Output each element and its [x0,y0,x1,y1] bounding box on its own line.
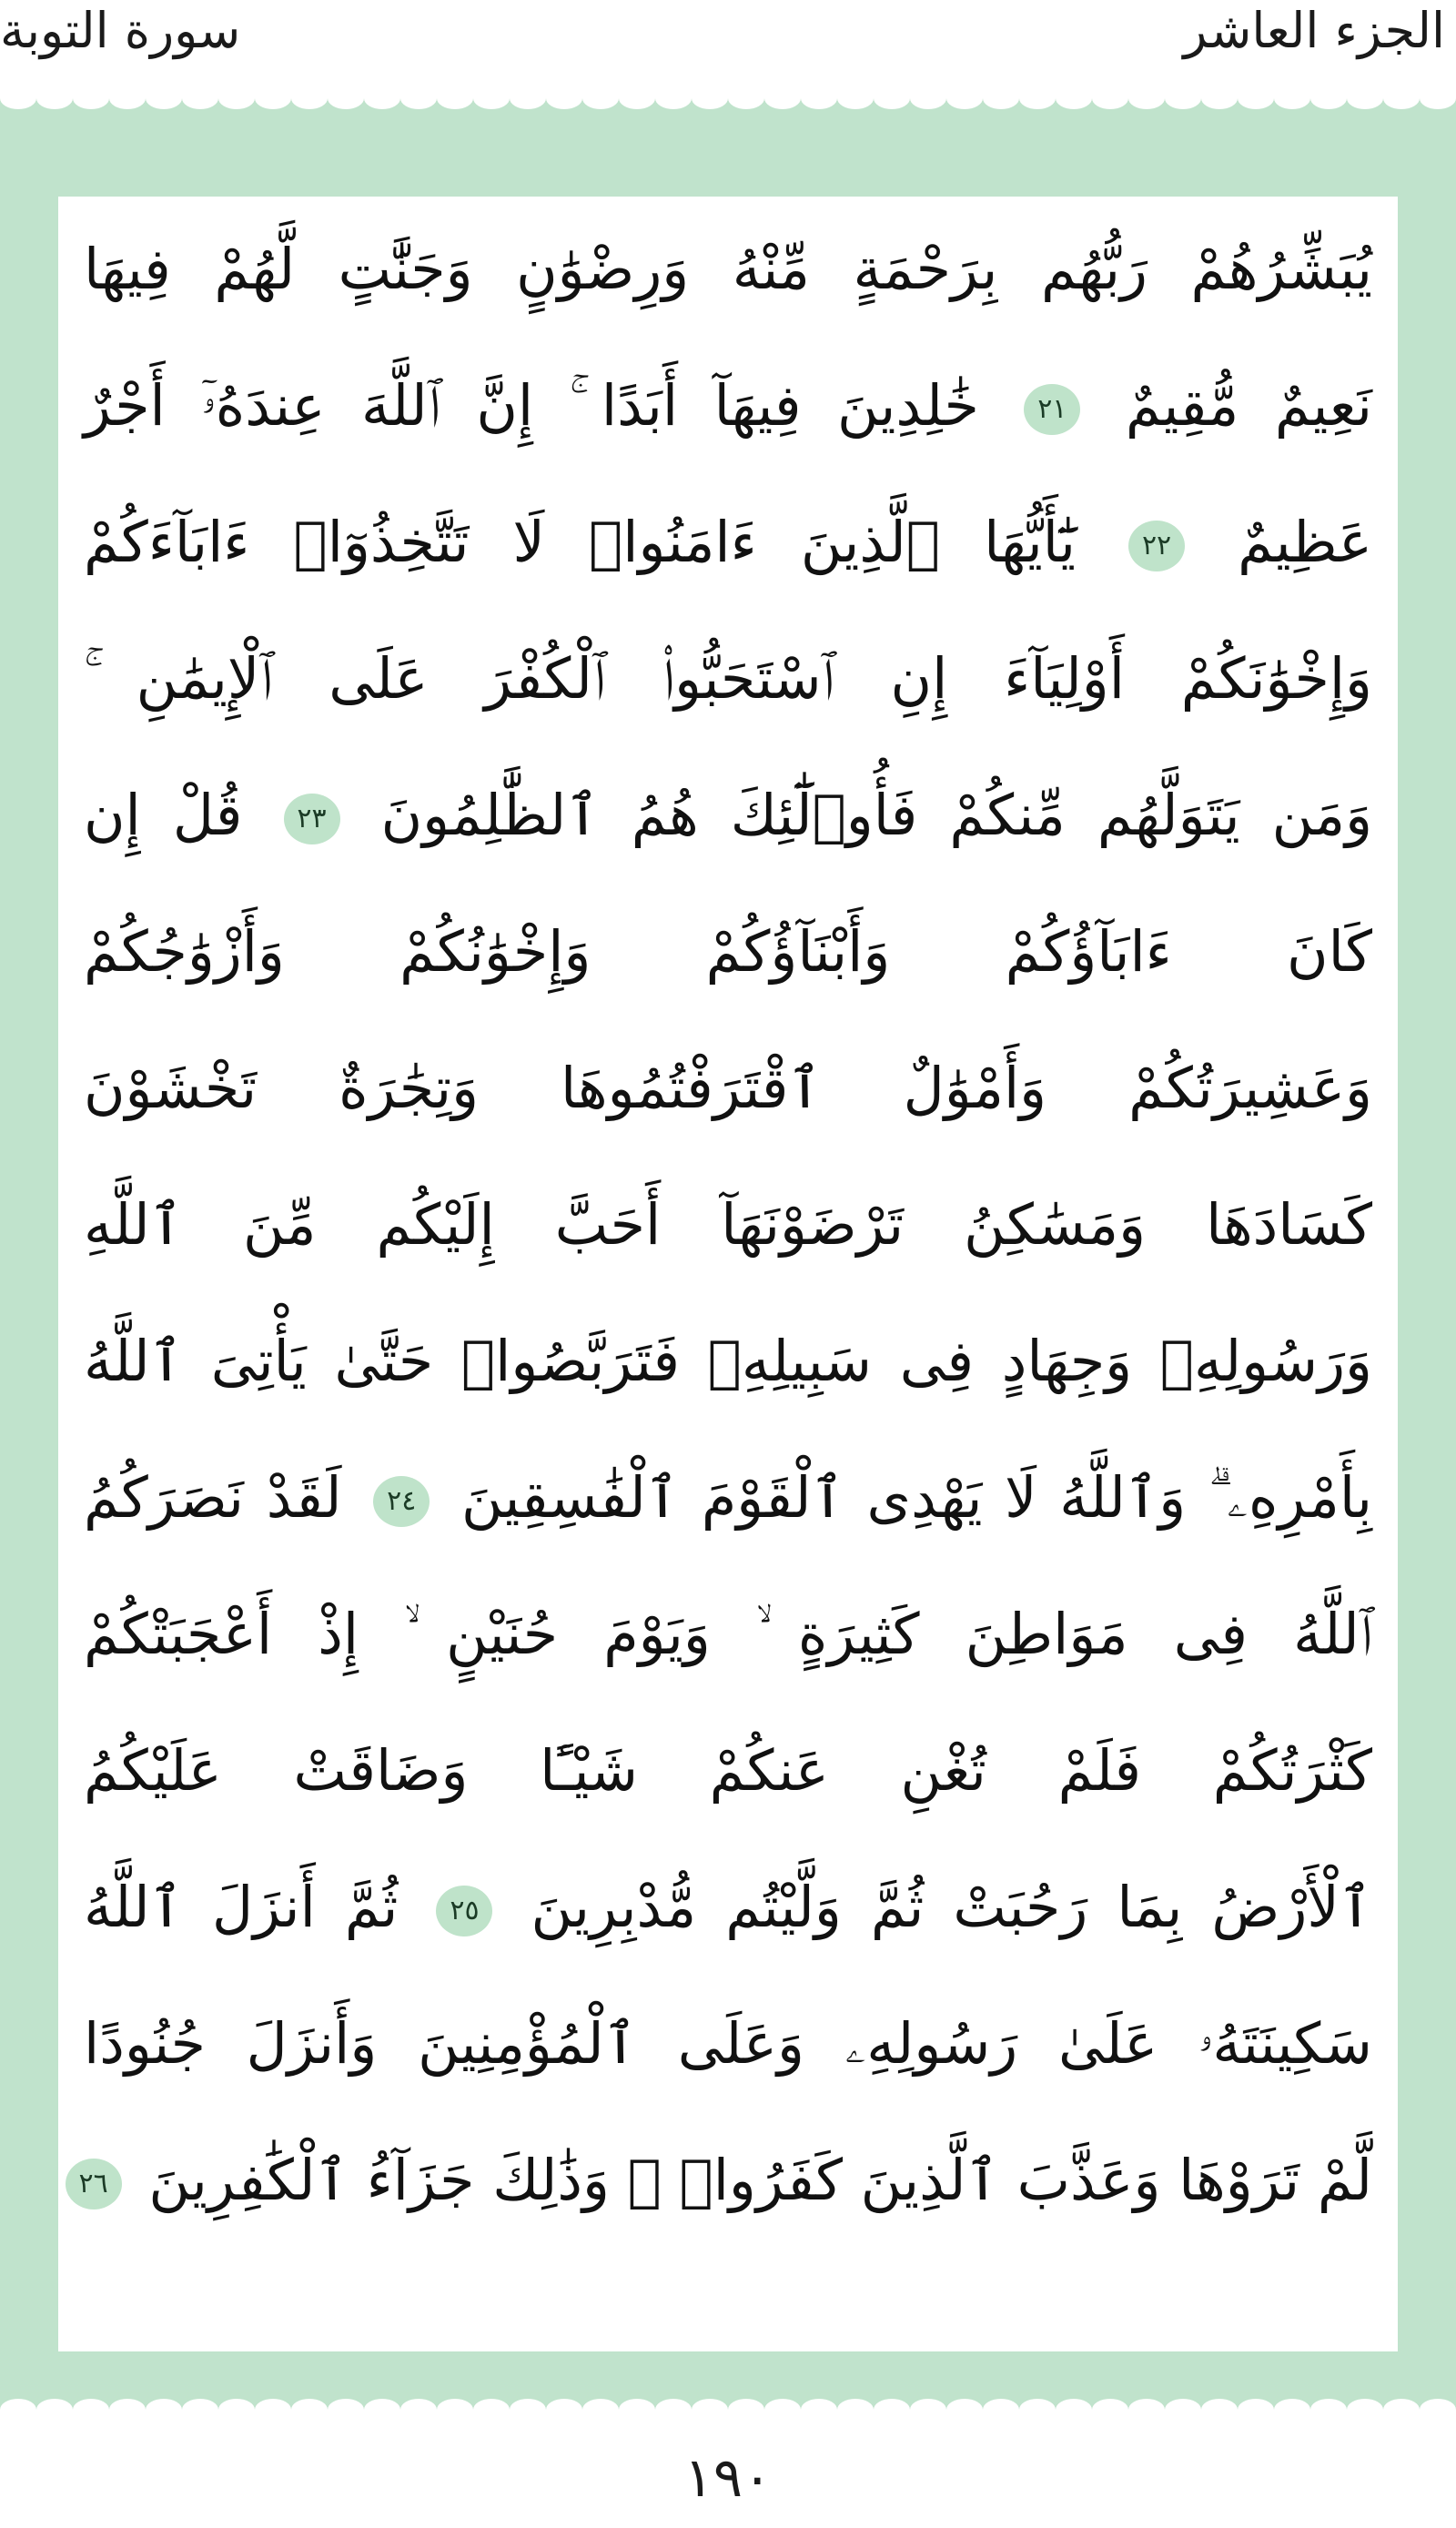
verse-line-12 [84,1707,1372,1835]
verse-line-1 [84,206,1372,333]
line-text-continued: قُلْ إِن [84,782,243,848]
surah-title: سورة التوبة [0,2,241,59]
ayah-number-marker: ٢٦ [66,2159,122,2209]
line-text: عَظِيمٌ [1238,509,1372,575]
line-text: ٱللَّهُ فِى مَوَاطِنَ كَثِيرَةٍ ۙ وَيَوْمَ حُنَيْنٍ ۙ إِذْ أَعْجَبَتْكُمْ [84,1601,1372,1667]
ayah-number-marker: ٢٣ [284,794,340,844]
verse-line-6 [84,888,1372,1016]
line-text: ٱلْأَرْضُ بِمَا رَحُبَتْ ثُمَّ وَلَّيْتُم مُّدْبِرِينَ [531,1874,1372,1940]
page-number: ١٩٠ [683,2446,773,2510]
frame-scallop-bottom [0,2382,1456,2410]
verse-line-4 [84,615,1372,743]
line-text-continued: ثُمَّ أَنزَلَ ٱللَّهُ [84,1874,399,1940]
verse-line-9 [84,1298,1372,1425]
verse-line-10 [84,1434,1372,1562]
ayah-number-marker: ٢٥ [436,1886,492,1936]
line-text: يُبَشِّرُهُمْ رَبُّهُم بِرَحْمَةٍ مِّنْهُ وَرِضْوَٰنٍ وَجَنَّٰتٍ لَّهُمْ فِيهَا [84,236,1372,302]
verse-line-15 [78,2117,1372,2244]
verse-line-8 [84,1161,1372,1289]
line-text: كَسَادَهَا وَمَسَٰكِنُ تَرْضَوْنَهَآ أَحَبَّ إِلَيْكُم مِّنَ ٱللَّهِ [84,1191,1372,1258]
ayah-number-marker: ٢٤ [373,1476,430,1527]
frame-scallop-top [0,98,1456,126]
verse-line-3 [84,479,1372,606]
juz-title: الجزء العاشر [1183,2,1445,59]
line-text: وَرَسُولِهِۦ وَجِهَادٍ فِى سَبِيلِهِۦ فَتَرَبَّصُوا۟ حَتَّىٰ يَأْتِىَ ٱللَّهُ [84,1328,1372,1394]
verse-line-7 [84,1025,1372,1152]
line-text: لَّمْ تَرَوْهَا وَعَذَّبَ ٱلَّذِينَ كَفَرُوا۟ ۚ وَذَٰلِكَ جَزَآءُ ٱلْكَٰفِرِينَ [148,2147,1372,2213]
line-text-continued: يَٰٓأَيُّهَا ٱلَّذِينَ ءَامَنُوا۟ لَا تَتَّخِذُوٓا۟ ءَابَآءَكُمْ [84,509,1076,575]
line-text: كَثْرَتُكُمْ فَلَمْ تُغْنِ عَنكُمْ شَيْـًٔا وَضَاقَتْ عَلَيْكُمُ [84,1737,1372,1804]
page-header [0,0,1456,91]
line-text: وَإِخْوَٰنَكُمْ أَوْلِيَآءَ إِنِ ٱسْتَحَبُّوا۟ ٱلْكُفْرَ عَلَى ٱلْإِيمَٰنِ ۚ [84,645,1372,712]
line-text-continued: خَٰلِدِينَ فِيهَآ أَبَدًا ۚ إِنَّ ٱللَّهَ عِندَهُۥٓ أَجْرٌ [84,372,979,439]
quran-page [58,197,1398,2351]
line-text: بِأَمْرِهِۦ ۗ وَٱللَّهُ لَا يَهْدِى ٱلْقَوْمَ ٱلْفَٰسِقِينَ [460,1464,1372,1531]
verse-line-2 [84,342,1372,470]
ayah-number-marker: ٢١ [1024,384,1080,435]
page-footer [0,2428,1456,2528]
line-text: سَكِينَتَهُۥ عَلَىٰ رَسُولِهِۦ وَعَلَى ٱلْمُؤْمِنِينَ وَأَنزَلَ جُنُودًا [84,2010,1372,2077]
verse-line-11 [84,1571,1372,1698]
verse-line-5 [84,752,1372,879]
verse-line-14 [84,1980,1372,2108]
verse-lines [58,197,1398,2351]
ayah-number-marker: ٢٢ [1128,521,1185,571]
line-text: وَعَشِيرَتُكُمْ وَأَمْوَٰلٌ ٱقْتَرَفْتُمُوهَا وَتِجَٰرَةٌ تَخْشَوْنَ [84,1055,1372,1121]
line-text: وَمَن يَتَوَلَّهُم مِّنكُمْ فَأُو۟لَٰٓئِكَ هُمُ ٱلظَّٰلِمُونَ [380,782,1373,848]
verse-line-13 [84,1844,1372,1971]
line-text: كَانَ ءَابَآؤُكُمْ وَأَبْنَآؤُكُمْ وَإِخْوَٰنُكُمْ وَأَزْوَٰجُكُمْ [84,918,1372,985]
line-text: نَعِيمٌ مُّقِيمٌ [1125,372,1372,439]
line-text-continued: لَقَدْ نَصَرَكُمُ [84,1464,342,1531]
